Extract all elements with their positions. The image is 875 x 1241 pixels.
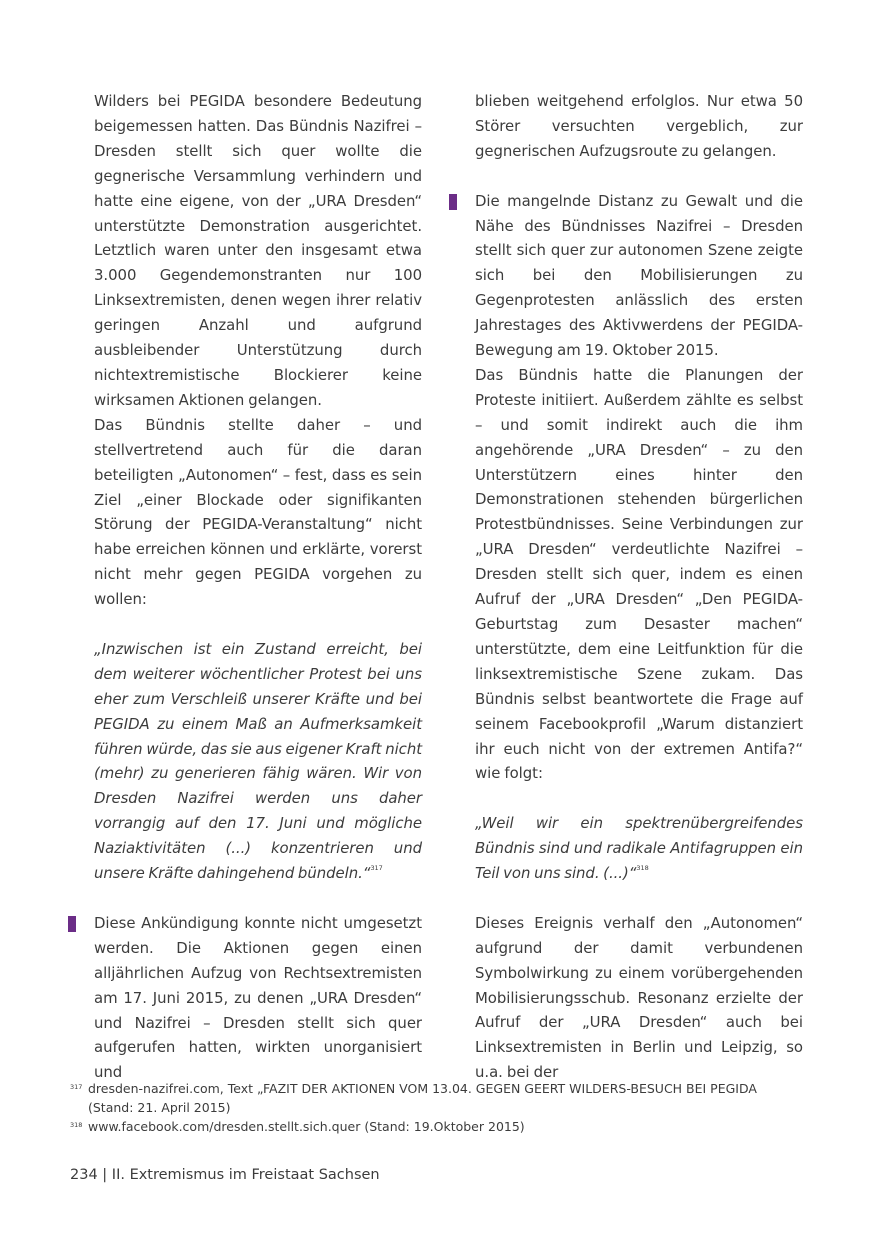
left-paragraph-3 (94, 911, 422, 1085)
page-number: 234 (70, 1167, 98, 1183)
left-quote (94, 637, 422, 886)
page-footer (70, 1165, 380, 1185)
left-quote-text: „Inzwischen ist ein Zustand erreicht, bei dem weiterer wöchentlicher Protest bei uns eher zum Verschleiß unserer Kräfte und bei PEGIDA zu einem Maß an Aufmerksamkeit führen würde, das sie aus eigener Kraft nicht (mehr) zu generieren fähig wären. Wir von Dresden Nazifrei werden uns daher vorrangig auf den 17. Juni und mögliche Naziaktivitäten (...) konzentrieren und unsere Kräfte dahingehend bündeln.“ (94, 639, 422, 883)
right-paragraph-1: blieben weitgehend erfolglos. Nur etwa 50 Störer versuchten vergeblich, zur gegnerischen Aufzugsroute zu gelangen. (475, 92, 803, 160)
paragraph-gap (475, 164, 803, 189)
footnote-ref-317[interactable]: 317 (370, 864, 383, 873)
right-paragraph-2 (475, 189, 803, 363)
footnote-317 (70, 1079, 806, 1117)
right-quote-text: „Weil wir ein spektrenübergreifendes Bündnis sind und radikale Antifagruppen ein Teil von uns sind. (...)“ (475, 814, 803, 883)
footnote-number: 318 (70, 1121, 83, 1129)
margin-marker (68, 916, 76, 932)
footnotes (70, 1079, 806, 1136)
left-paragraph-3-text: Diese Ankündigung konnte nicht umgesetzt werden. Die Aktionen gegen einen alljährlichen Aufzug von Rechtsextremisten am 17. Juni 2015, zu denen „URA Dresden“ und Nazifrei – Dresden stellt sich quer aufgerufen hatten, wirkten unorganisiert und (94, 913, 422, 1082)
left-paragraph-1: Wilders bei PEGIDA besondere Bedeutung beigemessen hatten. Das Bündnis Nazifrei – Dresden stellt sich quer wollte die gegnerische Versammlung verhindern und hatte eine eigene, von der „URA Dresden“ unterstützte Demonstration ausgerichtet. Letztlich waren unter den insgesamt etwa 3.000 Gegendemonstranten nur 100 Linksextremisten, denen wegen ihrer relativ geringen Anzahl und aufgrund ausbleibender Unterstützung durch nichtextremistische Blockierer keine wirksamen Aktionen gelangen. (94, 92, 422, 409)
footnote-text[interactable]: www.facebook.com/dresden.stellt.sich.quer (Stand: 19.Oktober 2015) (88, 1119, 525, 1134)
margin-marker (449, 194, 457, 210)
paragraph-gap (475, 786, 803, 811)
paragraph-gap (475, 886, 803, 911)
right-column (475, 89, 803, 1085)
footnote-text: dresden-nazifrei.com, Text „FAZIT DER AKTIONEN VOM 13.04. GEGEN GEERT WILDERS-BESUCH BEI PEGIDA (Stand: 21. April 2015) (88, 1081, 757, 1115)
left-paragraph-2: Das Bündnis stellte daher – und stellvertretend auch für die daran beteiligten „Autonomen“ – fest, dass es sein Ziel „einer Blockade oder signifikanten Störung der PEGIDA-Veranstaltung“ nicht habe erreichen können und erklärte, vorerst nicht mehr gegen PEGIDA vorgehen zu wollen: (94, 415, 422, 609)
footnote-number: 317 (70, 1083, 83, 1091)
footnote-318 (70, 1117, 806, 1136)
left-column (94, 89, 422, 1085)
chapter-title: II. Extremismus im Freistaat Sachsen (111, 1167, 380, 1183)
footnote-ref-318[interactable]: 318 (636, 864, 649, 873)
footer-separator: | (102, 1167, 108, 1183)
right-quote (475, 811, 803, 886)
right-paragraph-3: Das Bündnis hatte die Planungen der Proteste initiiert. Außerdem zählte es selbst – und somit indirekt auch die ihm angehörende „URA Dresden“ – zu den Unterstützern eines hinter den Demonstrationen stehenden bürgerlichen Protestbündnisses. Seine Verbindungen zur „URA Dresden“ verdeutlichte Nazifrei – Dresden stellt sich quer, indem es einen Aufruf der „URA Dresden“ „Den PEGIDA-Geburtstag zum Desaster machen“ unterstützte, dem eine Leitfunktion für die linksextremistische Szene zukam. Das Bündnis selbst beantwortete die Frage auf seinem Facebookprofil „Warum distanziert ihr euch nicht von der extremen Antifa?“ wie folgt: (475, 365, 803, 783)
paragraph-gap (94, 886, 422, 911)
right-paragraph-4: Dieses Ereignis verhalf den „Autonomen“ aufgrund der damit verbundenen Symbolwirkung zu einem vorübergehenden Mobilisierungsschub. Resonanz erzielte der Aufruf der „URA Dresden“ auch bei Linksextremisten in Berlin und Leipzig, so u.a. bei der (475, 913, 803, 1082)
right-paragraph-2-text: Die mangelnde Distanz zu Gewalt und die Nähe des Bündnisses Nazifrei – Dresden stellt sich quer zur autonomen Szene zeigte sich bei den Mobilisierungen zu Gegenprotesten anlässlich des ersten Jahrestages des Aktivwerdens der PEGIDA-Bewegung am 19. Oktober 2015. (475, 191, 803, 360)
paragraph-gap (94, 612, 422, 637)
